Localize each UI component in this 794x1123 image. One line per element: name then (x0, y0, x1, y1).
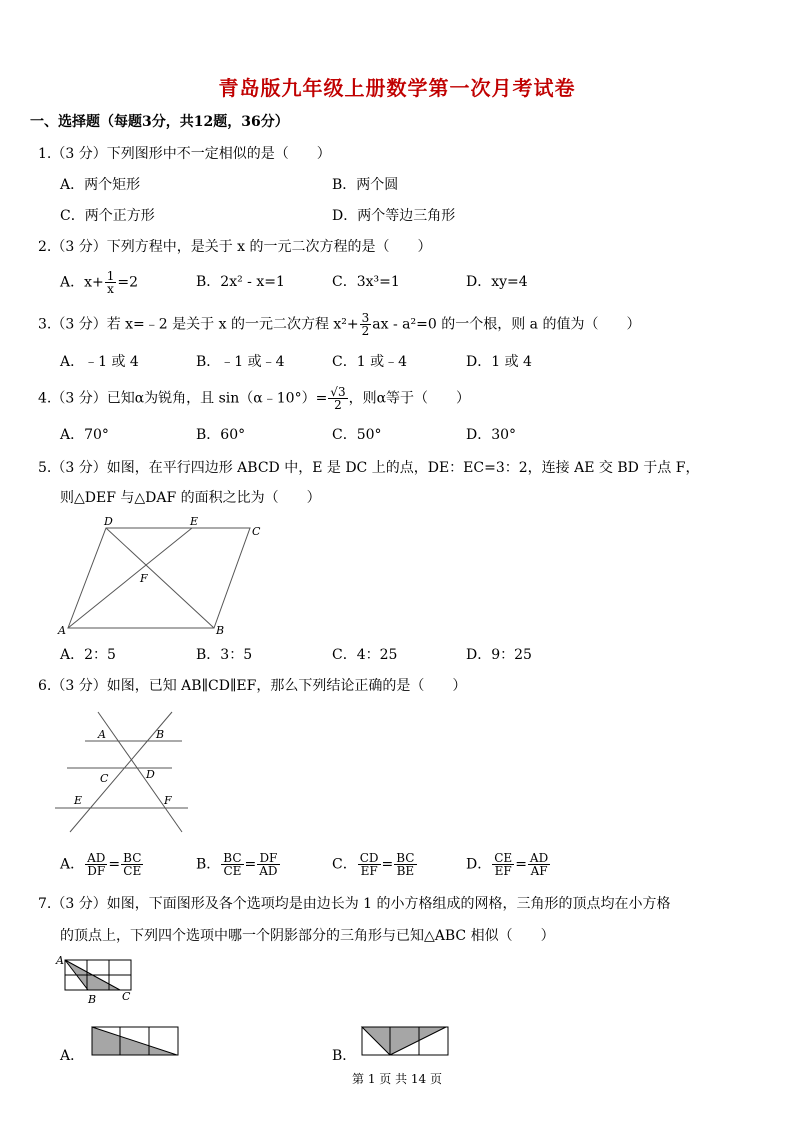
q6-label-f: F (164, 794, 172, 807)
q6-label-d: D (146, 768, 155, 781)
q1-option-a[interactable]: A．两个矩形 (60, 177, 141, 193)
q5-option-b[interactable]: B．3：5 (196, 647, 253, 663)
q5-stem-line1: 5.（3 分）如图，在平行四边形 ABCD 中，E 是 DC 上的点，DE：EC=3：2，连接 AE 交 BD 于点 F， (38, 460, 700, 476)
q5-label-d: D (104, 515, 113, 528)
q5-label-a: A (58, 624, 66, 637)
q6-a-eq: = (108, 856, 121, 873)
q2-option-d[interactable]: D．xy=4 (466, 274, 528, 290)
q6-a-n1: AD (87, 851, 106, 865)
q5-label-f: F (140, 572, 148, 585)
q2-a-prefix: A．x+ (60, 274, 104, 291)
q4-stem-suffix: ，则α等于（ ） (348, 390, 471, 407)
q6-label-c: C (100, 772, 109, 785)
q6-c-eq: = (381, 856, 394, 873)
q7-b-triangle (362, 1027, 446, 1055)
q6-a-prefix: A． (60, 856, 85, 873)
q7-label-b: B (88, 993, 97, 1006)
q6-label-e: E (74, 794, 83, 807)
q6-d-eq: = (515, 856, 527, 873)
q5-option-c[interactable]: C．4：25 (332, 647, 398, 663)
q6-b-d1: CE (223, 864, 242, 878)
q7-stem-line1: 7.（3 分）如图，下面图形及各个选项均是由边长为 1 的小方格组成的网格，三角形的顶点均在小方格 (38, 896, 671, 912)
q6-d-d1: EF (494, 864, 512, 878)
q7-option-a[interactable]: A． (60, 1048, 85, 1064)
q6-b-n1: BC (223, 851, 242, 865)
q3-option-b[interactable]: B．﹣1 或﹣4 (196, 354, 285, 370)
q6-a-d2: CE (123, 864, 142, 878)
q4-stem-prefix: 4.（3 分）已知α为锐角，且 sin（α﹣10°）= (38, 390, 328, 407)
q6-label-a: A (98, 728, 106, 741)
q5-option-a[interactable]: A．2：5 (60, 647, 116, 663)
q3-den: 2 (361, 324, 370, 338)
q6-d-n2: AD (529, 851, 549, 865)
q5-label-b: B (216, 624, 225, 637)
q1-option-b[interactable]: B．两个圆 (332, 177, 399, 193)
q6-d-d2: AF (530, 864, 548, 878)
q6-label-b: B (156, 728, 165, 741)
q4-option-b[interactable]: B．60° (196, 427, 246, 443)
q3-stem-prefix: 3.（3 分）若 x=﹣2 是关于 x 的一元二次方程 x²+ (38, 316, 359, 333)
q6-c-prefix: C． (332, 856, 357, 873)
q2-option-c[interactable]: C．3x³=1 (332, 274, 400, 290)
q5-label-e: E (190, 515, 199, 528)
q5-option-d[interactable]: D．9：25 (466, 647, 532, 663)
q6-b-prefix: B． (196, 856, 221, 873)
q7-label-c: C (122, 990, 131, 1003)
q4-option-d[interactable]: D．30° (466, 427, 517, 443)
q6-a-n2: BC (123, 851, 142, 865)
q2-a-suffix: =2 (117, 274, 139, 291)
q7-label-a: A (56, 954, 64, 967)
q6-a-d1: DF (87, 864, 106, 878)
q1-stem: 1.（3 分）下列图形中不一定相似的是（ ） (38, 146, 331, 162)
q3-option-c[interactable]: C．1 或﹣4 (332, 354, 407, 370)
q2-stem: 2.（3 分）下列方程中，是关于 x 的一元二次方程的是（ ） (38, 239, 432, 255)
q6-d-n1: CE (494, 851, 513, 865)
q6-c-n1: CD (359, 851, 379, 865)
q6-c-d2: BE (396, 864, 415, 878)
q3-option-d[interactable]: D．1 或 4 (466, 354, 532, 370)
q6-c-n2: BC (396, 851, 415, 865)
q1-option-d[interactable]: D．两个等边三角形 (332, 208, 456, 224)
q6-c-d1: EF (360, 864, 378, 878)
q3-num: 3 (361, 311, 370, 325)
q4-option-c[interactable]: C．50° (332, 427, 382, 443)
q7-stem-line2: 的顶点上，下列四个选项中哪一个阴影部分的三角形与已知△ABC 相似（ ） (60, 928, 555, 944)
q4-den: 2 (334, 398, 342, 412)
q2-a-num: 1 (106, 269, 115, 283)
page-title: 青岛版九年级上册数学第一次月考试卷 (218, 76, 576, 100)
q7-option-b[interactable]: B． (332, 1048, 357, 1064)
q2-option-b[interactable]: B．2x² - x=1 (196, 274, 285, 290)
q6-d-prefix: D． (466, 856, 492, 873)
q5-label-c: C (252, 525, 261, 538)
q2-a-den: x (107, 282, 114, 296)
q4-num: √3 (330, 385, 346, 399)
q6-b-n2: DF (257, 852, 279, 865)
q6-stem: 6.（3 分）如图，已知 AB∥CD∥EF，那么下列结论正确的是（ ） (38, 678, 467, 694)
q3-option-a[interactable]: A．﹣1 或 4 (60, 354, 139, 370)
q6-b-d2: AD (259, 864, 278, 878)
q5-stem-line2: 则△DEF 与△DAF 的面积之比为（ ） (60, 490, 321, 506)
q3-stem-suffix: ax - a²=0 的一个根，则 a 的值为（ ） (372, 316, 641, 333)
q6-b-eq: = (244, 856, 257, 873)
page-footer: 第 1 页 共 14 页 (352, 1072, 442, 1086)
q4-option-a[interactable]: A．70° (60, 427, 109, 443)
q1-option-c[interactable]: C．两个正方形 (60, 208, 155, 224)
section-heading: 一、选择题（每题3分，共12题，36分） (30, 114, 289, 130)
